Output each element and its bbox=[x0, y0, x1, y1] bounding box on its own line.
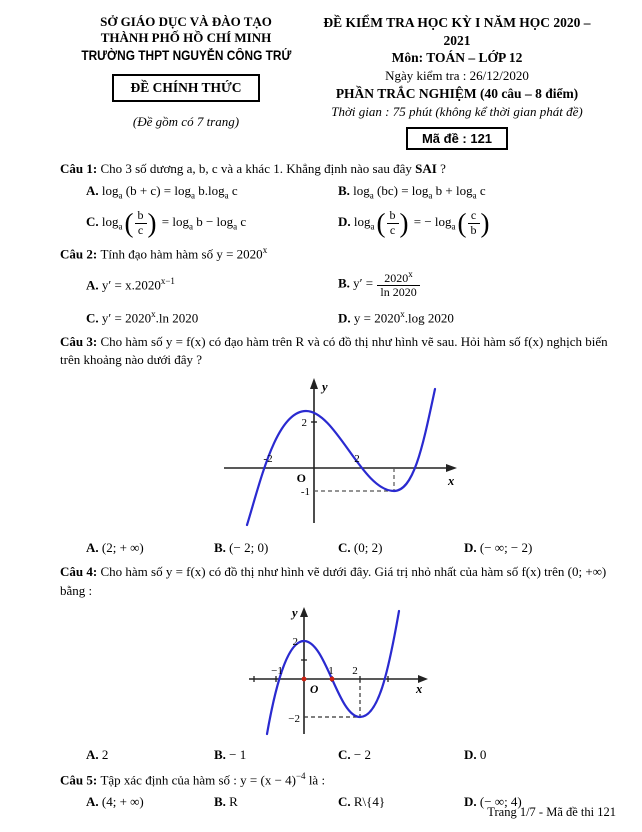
option-A: A. (2; + ∞) bbox=[86, 540, 144, 556]
math-fraction: ( $\frac{b}{c}$ ) bbox=[124, 208, 157, 239]
option-D: D. (− ∞; − 2) bbox=[464, 540, 533, 556]
header-right bbox=[312, 14, 620, 150]
y-axis-label: y bbox=[322, 380, 328, 395]
option-B: B. − 1 bbox=[214, 746, 247, 762]
graph-q3 bbox=[214, 373, 466, 530]
option-D: D. (− ∞; 4) bbox=[464, 794, 522, 810]
marked-point-origin bbox=[302, 676, 307, 681]
label-y-2: 2 bbox=[301, 417, 307, 430]
options-row bbox=[60, 540, 620, 556]
label-x-1: 1 bbox=[328, 664, 334, 677]
option-D: D. 0 bbox=[464, 746, 487, 762]
origin-label: O bbox=[310, 683, 319, 696]
marked-point-1-0 bbox=[330, 676, 335, 681]
option-A: A. 2 bbox=[86, 746, 109, 762]
question-stem: Câu 5: Tập xác định của hàm số : $y = (x - 4)^{-4}$ là : bbox=[60, 770, 326, 788]
duration-line: Thời gian : 75 phút (không kể thời gian phát đề) bbox=[331, 104, 583, 120]
question-2 bbox=[60, 244, 620, 326]
question-4 bbox=[60, 563, 620, 762]
option-C: C. − 2 bbox=[338, 746, 371, 762]
exam-date: Ngày kiểm tra : 26/12/2020 bbox=[385, 68, 529, 84]
question-3 bbox=[60, 333, 620, 556]
option-C: C. $y' = 2020^x.\ln$ 2020 bbox=[86, 308, 199, 325]
x-axis-label: x bbox=[416, 681, 423, 696]
option-B: B. (− 2; 0) bbox=[214, 540, 269, 556]
label-x-neg1: −1 bbox=[271, 664, 283, 677]
x-axis-label: x bbox=[448, 474, 455, 489]
label-x-2: 2 bbox=[352, 664, 358, 677]
label-x-neg2: -2 bbox=[263, 453, 273, 466]
question-stem: Câu 3: Cho hàm số y = f(x) có đạo hàm trên R và có đồ thị như hình vẽ sau. Hỏi hàm số f(x) nghịch biến trên khoảng nào dưới đây ? bbox=[60, 334, 608, 368]
math-fraction: $\frac{2020^x}{\ln 2020}$ bbox=[377, 269, 419, 300]
y-axis-arrow bbox=[300, 607, 308, 617]
question-1 bbox=[60, 160, 620, 238]
header bbox=[60, 14, 620, 150]
option-B: B. $\log_a (bc) = \log_a b + \log_a c$ bbox=[338, 182, 486, 201]
x-axis-arrow bbox=[446, 464, 457, 472]
label-x-2: 2 bbox=[354, 453, 360, 466]
right-paren: ) bbox=[399, 208, 409, 239]
left-paren: ( bbox=[376, 208, 386, 239]
question-stem: Câu 1: Cho 3 số dương a, b, c và a khác 1. Khẳng định nào sau đây SAI ? bbox=[60, 160, 446, 176]
question-stem: Câu 2: Tính đạo hàm hàm số $y = 2020^x$ bbox=[60, 245, 268, 262]
graph-q4 bbox=[244, 604, 436, 737]
department-line: SỞ GIÁO DỤC VÀ ĐÀO TẠO bbox=[100, 14, 272, 29]
option-A: A. $y' = x.2020^{x-1}$ bbox=[86, 275, 175, 292]
function-graph bbox=[60, 373, 620, 535]
pages-note: (Đề gồm có 7 trang) bbox=[132, 113, 240, 129]
left-paren: ( bbox=[124, 208, 134, 239]
question-number: Câu 1: bbox=[60, 160, 101, 176]
label-y-neg2: −2 bbox=[288, 712, 300, 725]
question-number: Câu 3: bbox=[60, 334, 101, 349]
right-paren: ) bbox=[480, 208, 490, 239]
question-number: Câu 5: bbox=[60, 772, 101, 788]
left-paren: ( bbox=[457, 208, 467, 239]
exam-code-box: Mã đề : 121 bbox=[406, 127, 508, 150]
option-C: C. $\log_a$ ( $\frac{b}{c}$ ) = $\log_a b - \log_a c$ bbox=[86, 208, 247, 239]
option-D: D. $\log_a$ ( $\frac{b}{c}$ ) = − $\log_a$ ( $\frac{c}{b}$ ) bbox=[338, 208, 490, 239]
math-fraction: ( $\frac{c}{b}$ ) bbox=[457, 208, 490, 239]
y-axis-arrow bbox=[310, 378, 318, 389]
y-axis-label: y bbox=[292, 605, 298, 620]
exam-title: ĐỀ KIỂM TRA HỌC KỲ I NĂM HỌC 2020 – 2021 bbox=[323, 15, 591, 48]
options-row bbox=[60, 183, 620, 237]
math-fraction: ( $\frac{b}{c}$ ) bbox=[376, 208, 409, 239]
option-D: D. $y = 2020^x.\log$ 2020 bbox=[338, 308, 454, 325]
label-y-neg1: -1 bbox=[300, 486, 310, 499]
school-name: TRƯỜNG THPT NGUYỄN CÔNG TRỨ bbox=[80, 47, 292, 63]
label-y-2: 2 bbox=[292, 635, 298, 648]
header-left bbox=[60, 14, 312, 130]
page-footer: Trang 1/7 - Mã đề thi 121 bbox=[487, 805, 616, 819]
option-C: C. R\{4} bbox=[338, 794, 386, 810]
question-stem: Câu 4: Cho hàm số y = f(x) có đồ thị như hình vẽ dưới đây. Giá trị nhỏ nhất của hàm số f(x) trên (0; +∞) bằng : bbox=[60, 564, 607, 598]
city-line: THÀNH PHỐ HỒ CHÍ MINH bbox=[100, 30, 272, 46]
option-A: A. (4; + ∞) bbox=[86, 794, 144, 810]
function-curve bbox=[247, 389, 435, 525]
option-B: B. R bbox=[214, 794, 238, 810]
official-exam-box: ĐỀ CHÍNH THỨC bbox=[112, 74, 259, 102]
section-line: PHẦN TRẮC NGHIỆM (40 câu – 8 điểm) bbox=[335, 85, 579, 101]
origin-label: O bbox=[296, 471, 306, 486]
question-number: Câu 2: bbox=[60, 246, 101, 262]
options-row bbox=[60, 747, 620, 763]
options-row bbox=[60, 269, 620, 326]
option-C: C. (0; 2) bbox=[338, 540, 383, 556]
option-B: B. y′ = $\frac{2020^x}{\ln 2020}$ bbox=[338, 269, 620, 300]
option-A: A. $\log_a (b + c) = \log_a b.\log_a$ c bbox=[86, 182, 238, 201]
questions bbox=[60, 160, 620, 811]
question-number: Câu 4: bbox=[60, 564, 101, 580]
right-paren: ) bbox=[147, 208, 157, 239]
subject-line: Môn: TOÁN – LỚP 12 bbox=[391, 50, 523, 66]
function-graph bbox=[60, 604, 620, 742]
